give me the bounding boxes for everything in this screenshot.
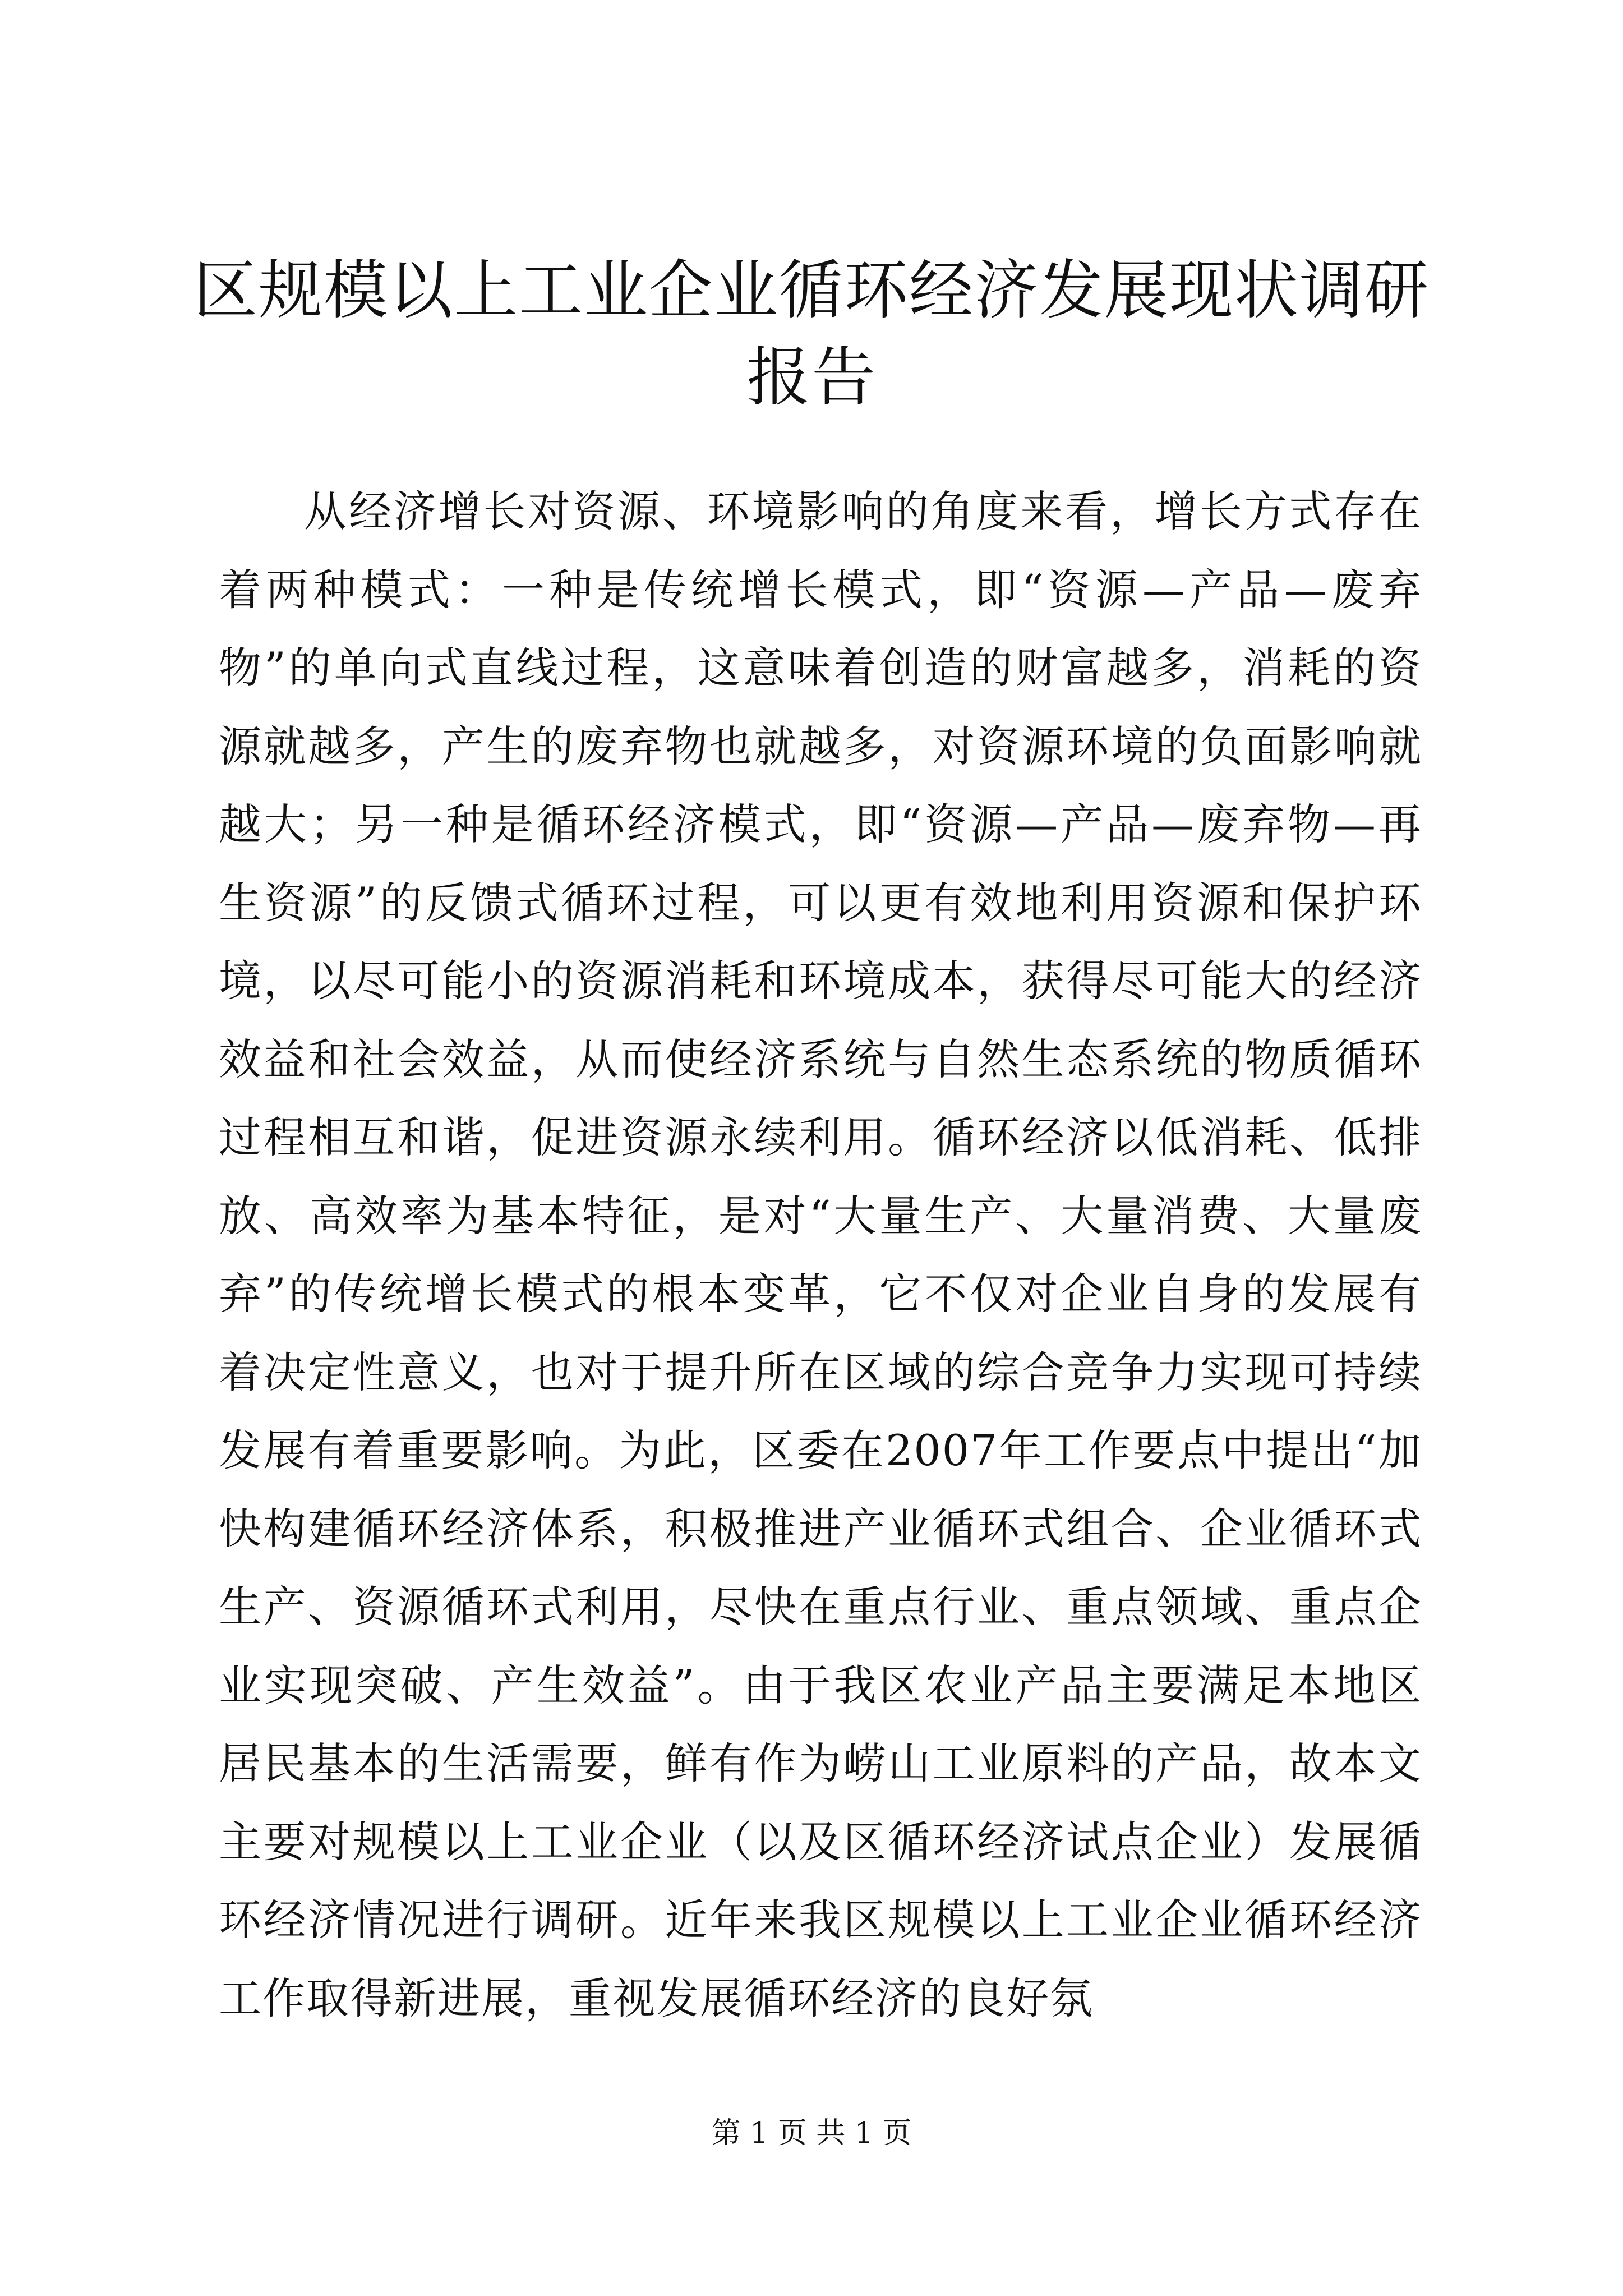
page-footer: 第 1 页 共 1 页 xyxy=(711,2116,912,2150)
body-paragraph: 从经济增长对资源、环境影响的角度来看，增长方式存在着两种模式：一种是传统增长模式，即“资源—产品—废弃物”的单向式直线过程，这意味着创造的财富越多，消耗的资源就越多，产生的废弃物也就越多，对资源环境的负面影响就越大；另一种是循环经济模式，即“资源—产品—废弃物—再生资源”的反馈式循环过程，可以更有效地利用资源和保护环境，以尽可能小的资源消耗和环境成本，获得尽可能大的经济效益和社会效益，从而使经济系统与自然生态系统的物质循环过程相互和谐，促进资源永续利用。循环经济以低消耗、低排放、高效率为基本特征，是对“大量生产、大量消费、大量废弃”的传统增长模式的根本变革，它不仅对企业自身的发展有着决定性意义，也对于提升所在区域的综合竞争力实现可持续发展有着重要影响。为此，区委在2007年工作要点中提出“加快构建循环经济体系，积极推进产业循环式组合、企业循环式生产、资源循环式利用，尽快在重点行业、重点领域、重点企业实现突破、产生效益”。由于我区农业产品主要满足本地区居民基本的生活需要，鲜有作为崂山工业原料的产品，故本文主要对规模以上工业企业（以及区循环经济试点企业）发展循环经济情况进行调研。近年来我区规模以上工业企业循环经济工作取得新进展，重视发展循环经济的良好氛 xyxy=(219,486,1422,2023)
document-title: 区规模以上工业企业循环经济发展现状调研报告 xyxy=(193,253,1430,415)
